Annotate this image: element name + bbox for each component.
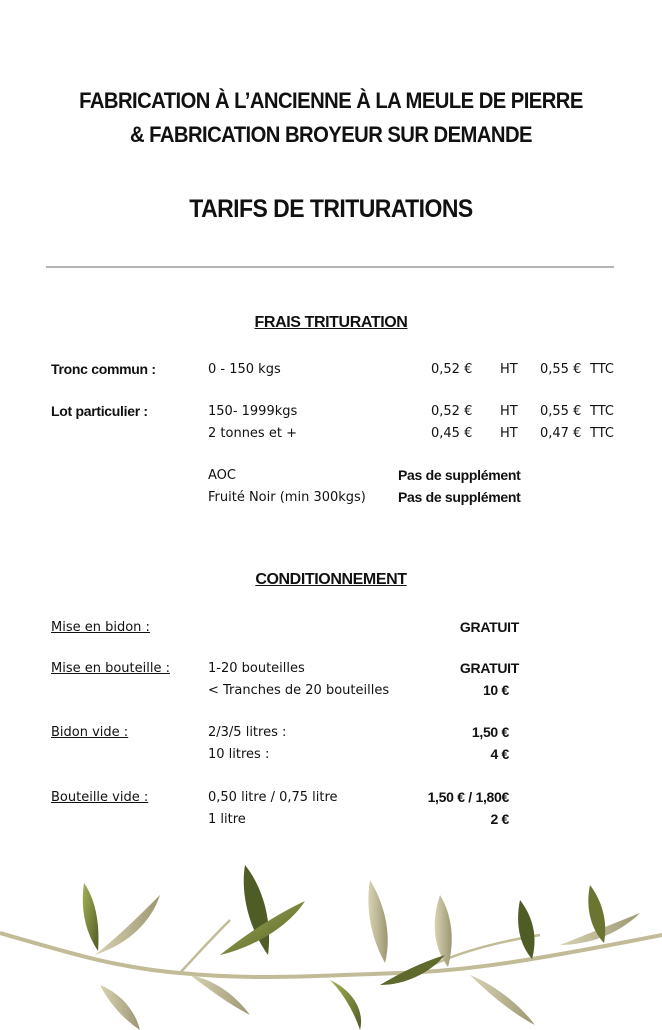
row-ht-price-2t: 0,45 € xyxy=(431,426,473,441)
divider xyxy=(46,266,614,268)
value-bouteille-tranches: 10 € xyxy=(482,682,509,698)
row-range-tronc: 0 - 150 kgs xyxy=(208,362,281,377)
label-bidon-vide: Bidon vide : xyxy=(51,725,129,740)
desc-bidon-235: 2/3/5 litres : xyxy=(208,725,287,740)
value-bouteille-1-20: GRATUIT xyxy=(459,660,519,676)
extra-value-aoc: Pas de supplément xyxy=(398,467,521,483)
row-ht-price-tronc: 0,52 € xyxy=(431,362,473,377)
desc-bidon-10: 10 litres : xyxy=(208,747,270,762)
row-ttc-2t: TTC xyxy=(590,426,614,441)
title-line-2: & FABRICATION BROYEUR SUR DEMANDE xyxy=(130,122,532,147)
row-ht-price-lot: 0,52 € xyxy=(431,404,473,419)
row-label-tronc: Tronc commun : xyxy=(51,361,156,377)
title-line-1: FABRICATION À L’ANCIENNE À LA MEULE DE PIERRE xyxy=(79,88,583,113)
olive-branch-illustration xyxy=(0,855,662,1030)
row-ttc-tronc: TTC xyxy=(590,362,614,377)
label-mise-bidon: Mise en bidon : xyxy=(51,620,150,635)
value-bouteille-1l: 2 € xyxy=(490,811,509,827)
row-ht-lot: HT xyxy=(500,404,518,419)
row-range-lot: 150- 1999kgs xyxy=(208,404,298,419)
extra-label-aoc: AOC xyxy=(208,468,236,483)
section-title-frais: FRAIS TRITURATION xyxy=(254,314,408,331)
value-bidon-235: 1,50 € xyxy=(471,724,509,740)
desc-bouteille-1l: 1 litre xyxy=(208,812,246,827)
value-mise-bidon: GRATUIT xyxy=(459,619,519,635)
row-ht-2t: HT xyxy=(500,426,518,441)
label-bouteille-vide: Bouteille vide : xyxy=(51,790,149,805)
row-ht-tronc: HT xyxy=(500,362,518,377)
desc-bouteille-tranches: < Tranches de 20 bouteilles xyxy=(208,683,390,698)
row-ttc-price-2t: 0,47 € xyxy=(540,426,582,441)
desc-bouteille-050-075: 0,50 litre / 0,75 litre xyxy=(208,790,338,805)
value-bouteille-050-075: 1,50 € / 1,80€ xyxy=(427,789,509,805)
row-ttc-price-tronc: 0,55 € xyxy=(540,362,582,377)
extra-label-fruite: Fruité Noir (min 300kgs) xyxy=(208,490,366,505)
row-ttc-price-lot: 0,55 € xyxy=(540,404,582,419)
row-range-2t: 2 tonnes et + xyxy=(208,426,297,441)
page-subtitle: TARIFS DE TRITURATIONS xyxy=(189,195,473,223)
desc-bouteille-1-20: 1-20 bouteilles xyxy=(208,661,305,676)
row-label-lot: Lot particulier : xyxy=(51,403,148,419)
value-bidon-10: 4 € xyxy=(490,746,509,762)
label-mise-bouteille: Mise en bouteille : xyxy=(51,661,170,676)
row-ttc-lot: TTC xyxy=(590,404,614,419)
extra-value-fruite: Pas de supplément xyxy=(398,489,521,505)
section-title-conditionnement: CONDITIONNEMENT xyxy=(255,571,407,588)
